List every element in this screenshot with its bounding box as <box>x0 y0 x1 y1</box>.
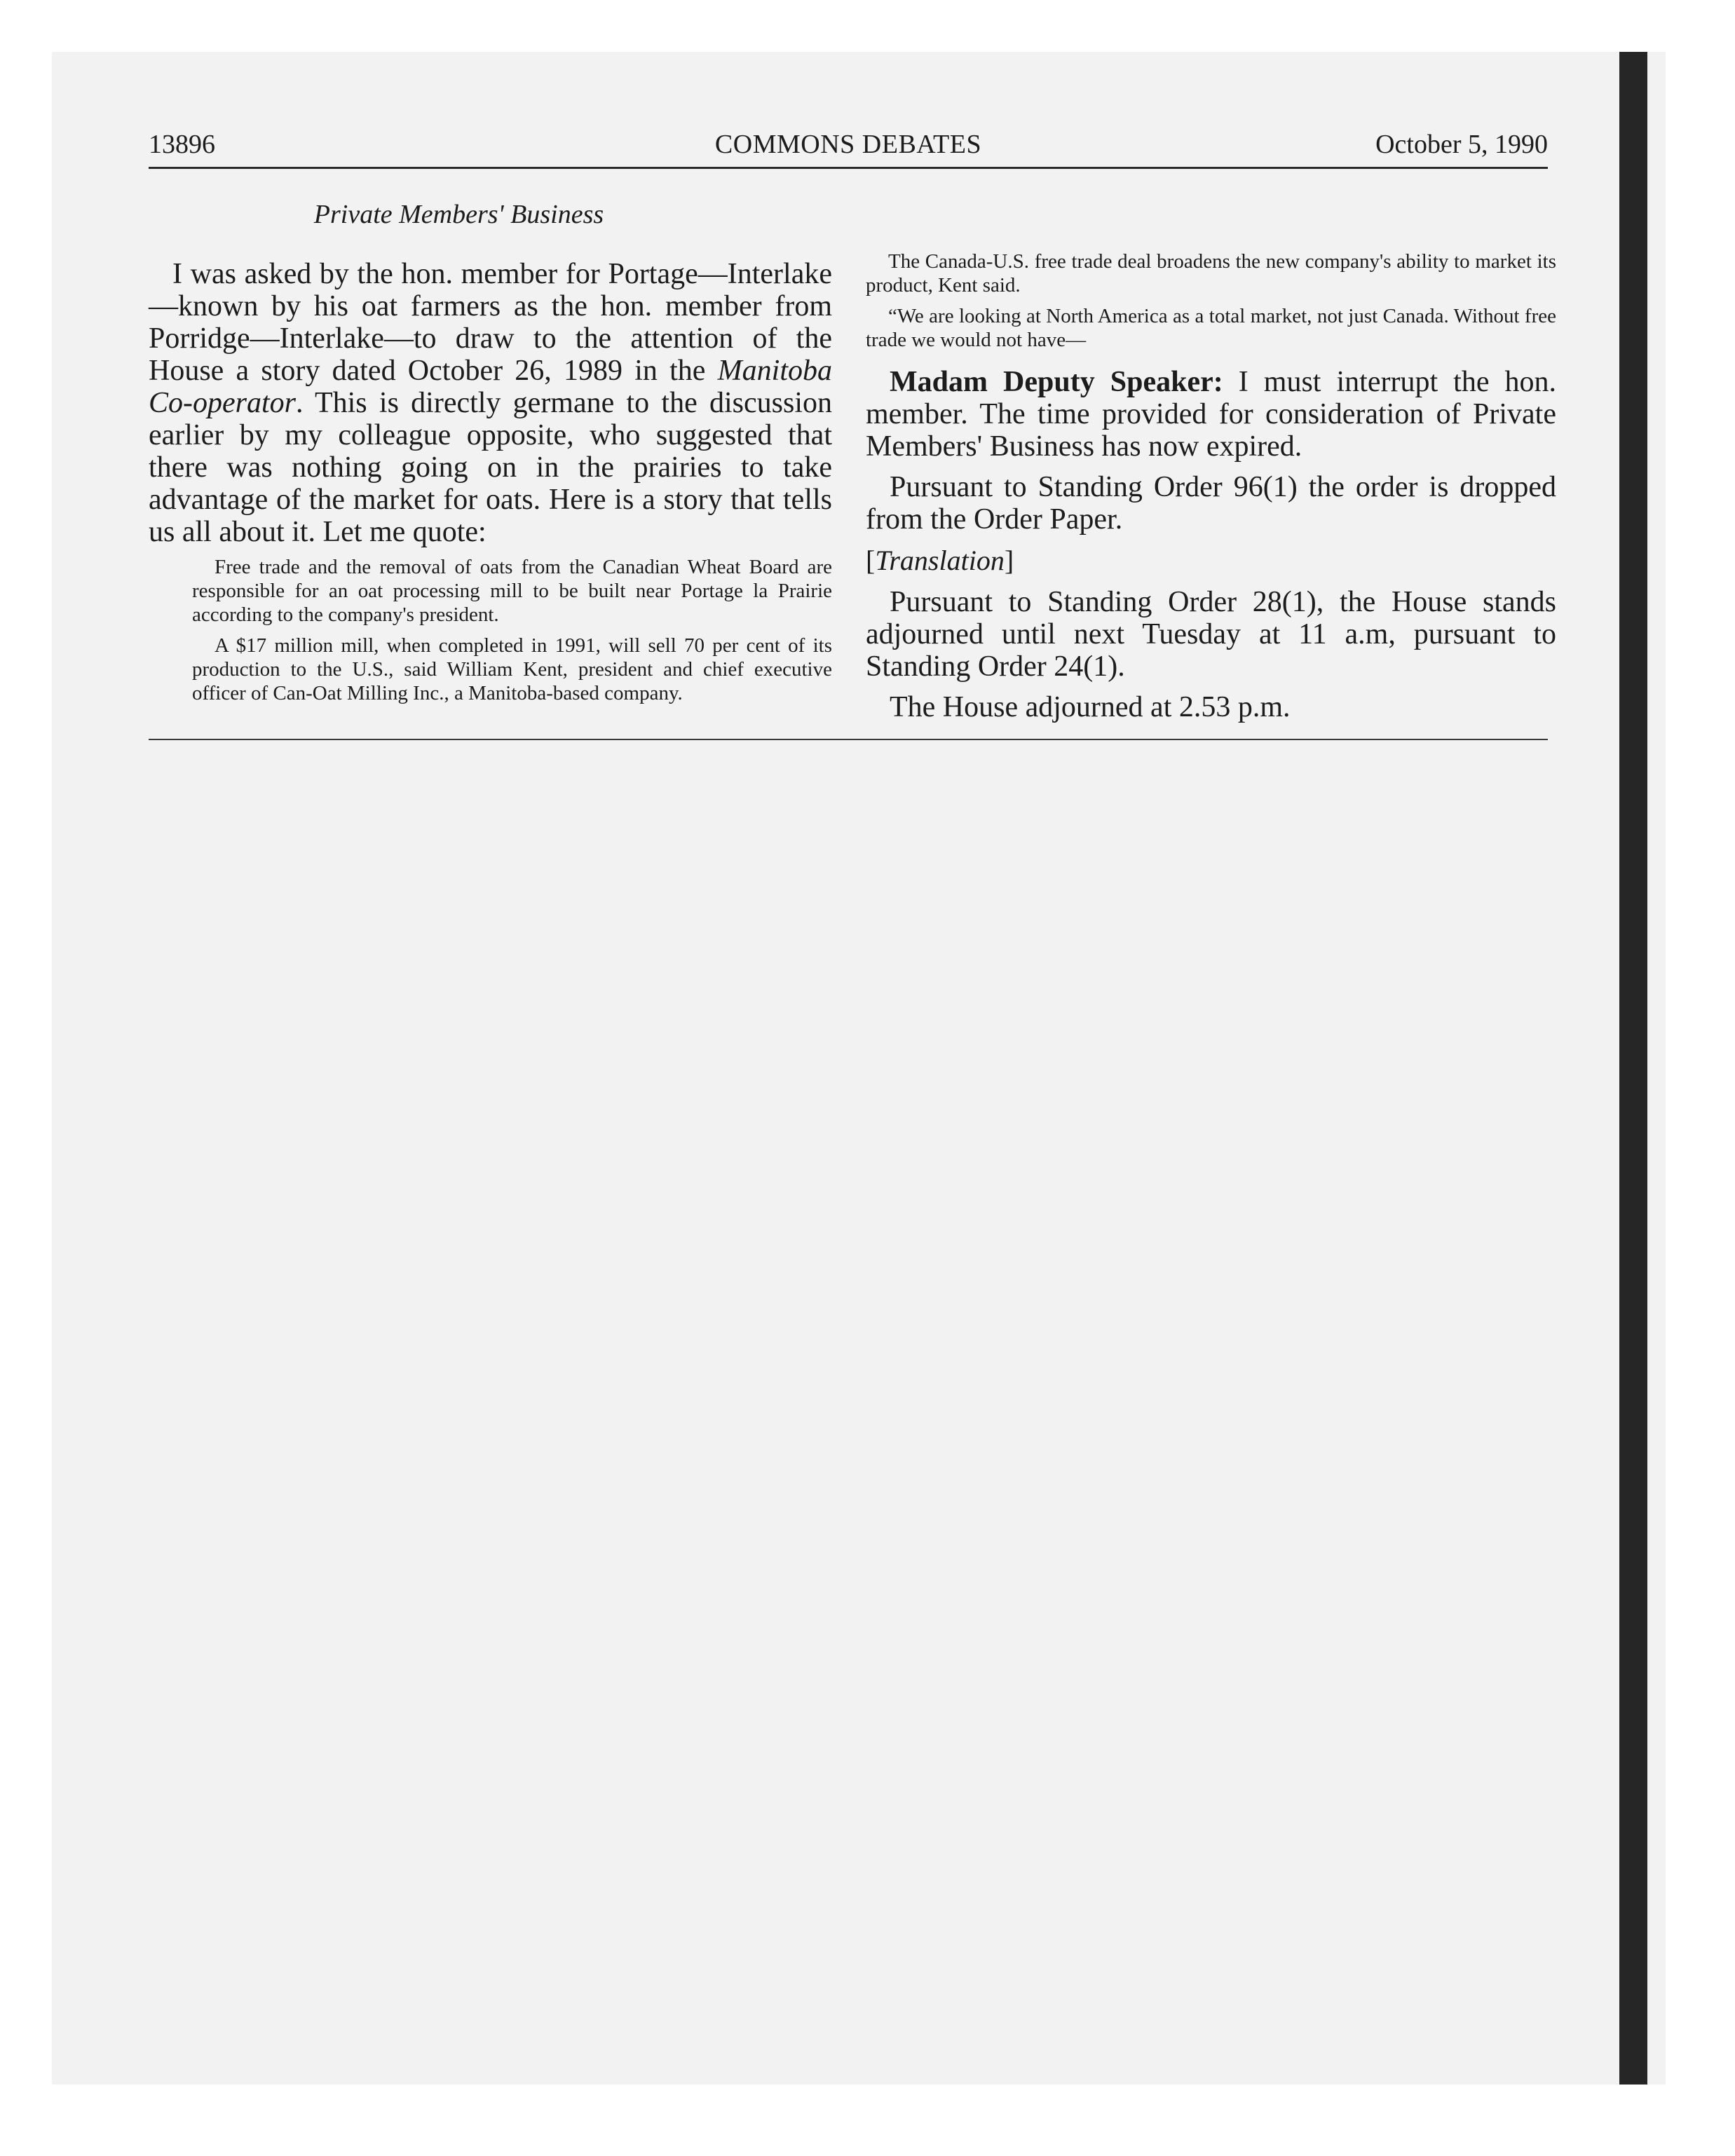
page-header <box>149 125 1548 164</box>
standing-order-96-notice: Pursuant to Standing Order 96(1) the order is dropped from the Order Paper. <box>866 471 1556 535</box>
quote-paragraph-4: “We are looking at North America as a total market, not just Canada. Without free trade we would not have— <box>866 305 1556 351</box>
right-column <box>866 196 1556 723</box>
adjournment-notice: Pursuant to Standing Order 28(1), the House stands adjourned until next Tuesday at 11 a.m, pursuant to Standing Order 24(1). <box>866 586 1556 683</box>
speech-text-start: I was asked by the hon. member for Portage—Interlake—known by his oat farmers as the hon. member from Porridge—Interlake—to draw to the attention of the House a story dated October 26, 1989 in the <box>149 258 832 387</box>
publication-title: COMMONS DEBATES <box>714 130 982 159</box>
end-of-sitting-rule <box>149 739 1548 740</box>
closing-line: The House adjourned at 2.53 p.m. <box>890 691 1291 723</box>
speech-text-end: . This is directly germane to the discussion earlier by my colleague opposite, who suggested that there was nothing going on in the prairies to take advantage of the market for oats. Here is a story that tells us all about it. Let me quote: <box>149 387 832 548</box>
section-heading: Private Members' Business <box>313 200 604 229</box>
translation-label: Translation <box>875 545 1005 576</box>
quote-paragraph-3: The Canada-U.S. free trade deal broadens the new company's ability to market its product, Kent said. <box>866 250 1556 296</box>
translation-bracket-open: [ <box>866 545 876 576</box>
quote-paragraph-2: A $17 million mill, when completed in 1991, will sell 70 per cent of its production to the U.S., said William Kent, president and chief executive officer of Can-Oat Milling Inc., a Manitoba-based company. <box>192 634 832 704</box>
deputy-speaker-remark <box>866 366 1556 463</box>
header-rule <box>149 167 1548 169</box>
translation-note <box>866 544 1556 578</box>
speaker-name: Madam Deputy Speaker: <box>890 366 1223 398</box>
newspaper-name: Manitoba Co-operator <box>149 355 832 419</box>
speaker-remark-text: I must interrupt the hon. member. The time provided for consideration of Private Members' Business has now expired. <box>866 366 1557 463</box>
quote-paragraph-1: Free trade and the removal of oats from the Canadian Wheat Board are responsible for an oat processing mill to be built near Portage la Prairie according to the company's president. <box>192 556 832 626</box>
translation-bracket-close: ] <box>1004 545 1014 576</box>
header-date: October 5, 1990 <box>1375 130 1548 159</box>
scan-edge-bar <box>1619 52 1647 2085</box>
page-number: 13896 <box>149 130 215 159</box>
left-column <box>149 196 832 705</box>
member-speech <box>149 258 832 548</box>
